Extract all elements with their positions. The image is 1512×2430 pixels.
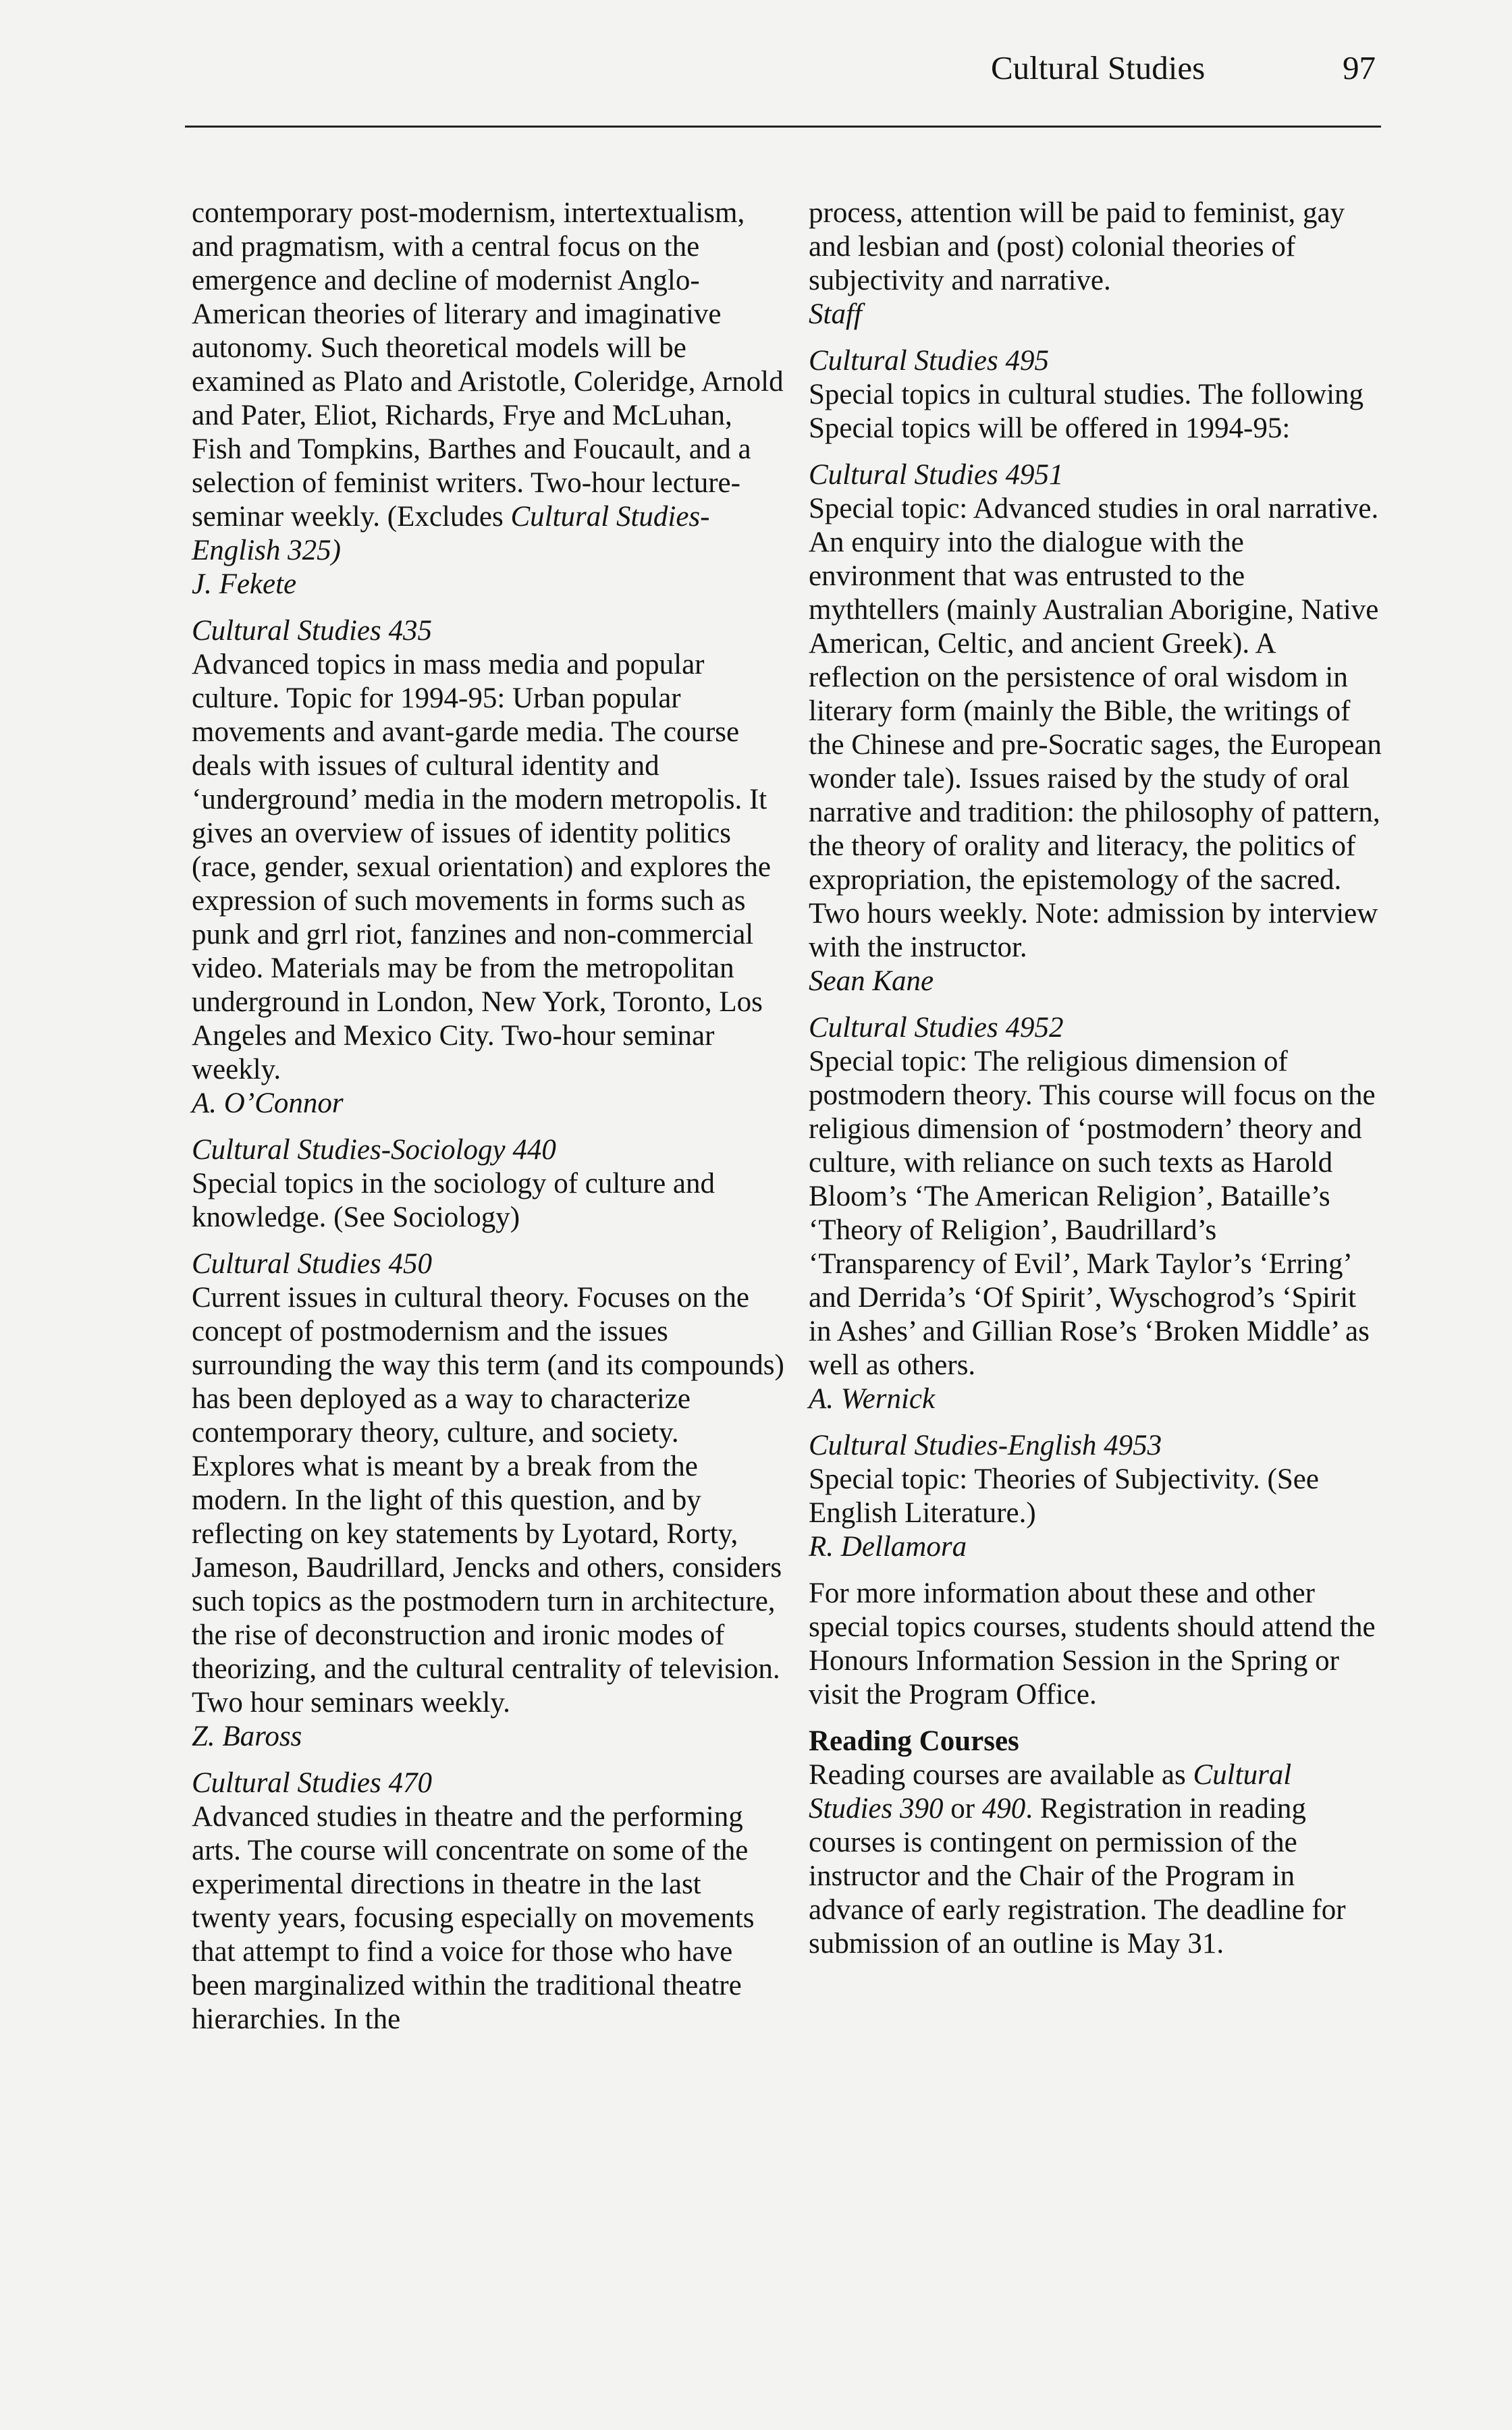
course-entry	[809, 458, 1382, 998]
course-description: Advanced studies in theatre and the performing arts. The course will concentrate on some of the experimental directions in theatre in the last twenty years, focusing especially on movements that attempt to find a voice for those who have been marginalized within the traditional theatre hierarchies. In the	[192, 1801, 755, 2035]
left-column	[192, 196, 786, 2049]
course-title: Cultural Studies 470	[192, 1767, 432, 1799]
info-paragraph: For more information about these and other special topics courses, students should attend the Honours Information Session in the Spring or visit the Program Office.	[809, 1577, 1376, 1710]
course-title: Cultural Studies 450	[192, 1248, 432, 1280]
course-title: Cultural Studies-Sociology 440	[192, 1134, 556, 1166]
reading-courses-text: Reading courses are available as Cultural Studies 390 or 490. Registration in reading courses is contingent on permission of the instructor and the Chair of the Program in advance of early registration. The deadline for submission of an outline is May 31.	[809, 1759, 1346, 1960]
course-entry	[192, 614, 786, 1120]
course-description: Advanced topics in mass media and popular culture. Topic for 1994-95: Urban popular movements and avant-garde media. The course deals with issues of cultural identity and ‘underground’ media in the modern metropolis. It gives an overview of issues of identity politics (race, gender, sexual orientation) and explores the expression of such movements in forms such as punk and grrl riot, fanzines and non-commercial video. Materials may be from the metropolitan underground in London, New York, Toronto, Los Angeles and Mexico City. Two-hour seminar weekly.	[192, 649, 771, 1085]
course-entry-continued	[192, 196, 786, 601]
course-entry	[192, 1133, 786, 1235]
entry-body: contemporary post-modernism, intertextualism, and pragmatism, with a central focus on the emergence and decline of modernist Anglo-American theories of literary and imaginative autonomy. Such theoretical models will be examined as Plato and Aristotle, Coleridge, Arnold and Pater, Eliot, Richards, Frye and McLuhan, Fish and Tompkins, Barthes and Foucault, and a selection of feminist writers. Two-hour lecture-seminar weekly. (Excludes	[192, 197, 784, 533]
course-title: Cultural Studies 4952	[809, 1012, 1064, 1044]
entry-body-italic: Cultural Studies-English 325)	[192, 501, 710, 566]
page-number: 97	[1343, 49, 1376, 86]
course-entry-continued	[809, 196, 1382, 331]
course-description: Special topic: The religious dimension of postmodern theory. This course will focus on the religious dimension of ‘postmodern’ theory and culture, with reliance on such texts as Harold Bloom’s ‘The American Religion’, Bataille’s ‘Theory of Religion’, Baudrillard’s ‘Transparency of Evil’, Mark Taylor’s ‘Erring’ and Derrida’s ‘Of Spirit’, Wyschogrod’s ‘Spirit in Ashes’ and Gillian Rose’s ‘Broken Middle’ as well as others.	[809, 1046, 1376, 1381]
course-entry	[809, 1429, 1382, 1564]
course-description: Special topic: Theories of Subjectivity. (See English Literature.)	[809, 1463, 1319, 1529]
course-title: Cultural Studies 495	[809, 345, 1049, 377]
course-description: Special topics in cultural studies. The following Special topics will be offered in 1994-95:	[809, 379, 1364, 444]
course-entry	[192, 1766, 786, 2036]
course-title: Cultural Studies 4951	[809, 459, 1064, 491]
instructor-name: Sean Kane	[809, 965, 934, 997]
instructor-name: Staff	[809, 298, 862, 330]
course-description: Special topics in the sociology of culture and knowledge. (See Sociology)	[192, 1168, 716, 1233]
instructor-name: J. Fekete	[192, 568, 297, 600]
instructor-name: R. Dellamora	[809, 1531, 967, 1563]
course-entry	[809, 1011, 1382, 1416]
course-reference: Cultural Studies 390	[809, 1759, 1292, 1825]
instructor-name: A. O’Connor	[192, 1087, 344, 1119]
instructor-name: A. Wernick	[809, 1383, 936, 1415]
course-reference: 490	[981, 1793, 1026, 1825]
right-column	[809, 196, 1382, 1974]
header-rule	[185, 126, 1381, 128]
course-description: Special topic: Advanced studies in oral narrative. An enquiry into the dialogue with the environment that was entrusted to the mythtellers (mainly Australian Aborigine, Native American, Celtic, and ancient Greek). A reflection on the persistence of oral wisdom in literary form (mainly the Bible, the writings of the Chinese and pre-Socratic sages, the European wonder tale). Issues raised by the study of oral narrative and tradition: the philosophy of pattern, the theory of orality and literacy, the politics of expropriation, the epistemology of the sacred. Two hours weekly. Note: admission by interview with the instructor.	[809, 493, 1382, 963]
course-entry	[809, 344, 1382, 446]
reading-courses-section	[809, 1725, 1382, 1961]
entry-body: process, attention will be paid to feminist, gay and lesbian and (post) colonial theories of subjectivity and narrative.	[809, 197, 1345, 296]
section-title: Cultural Studies	[991, 49, 1206, 86]
course-description: Current issues in cultural theory. Focuses on the concept of postmodernism and the issues surrounding the way this term (and its compounds) has been deployed as a way to characterize contemporary theory, culture, and society. Explores what is meant by a break from the modern. In the light of this question, and by reflecting on key statements by Lyotard, Rorty, Jameson, Baudrillard, Jencks and others, considers such topics as the postmodern turn in architecture, the rise of deconstruction and ironic modes of theorizing, and the cultural centrality of television. Two hour seminars weekly.	[192, 1282, 784, 1719]
course-entry	[192, 1247, 786, 1754]
instructor-name: Z. Baross	[192, 1721, 302, 1752]
course-title: Cultural Studies 435	[192, 615, 432, 647]
reading-courses-heading: Reading Courses	[809, 1725, 1019, 1757]
course-title: Cultural Studies-English 4953	[809, 1430, 1162, 1461]
